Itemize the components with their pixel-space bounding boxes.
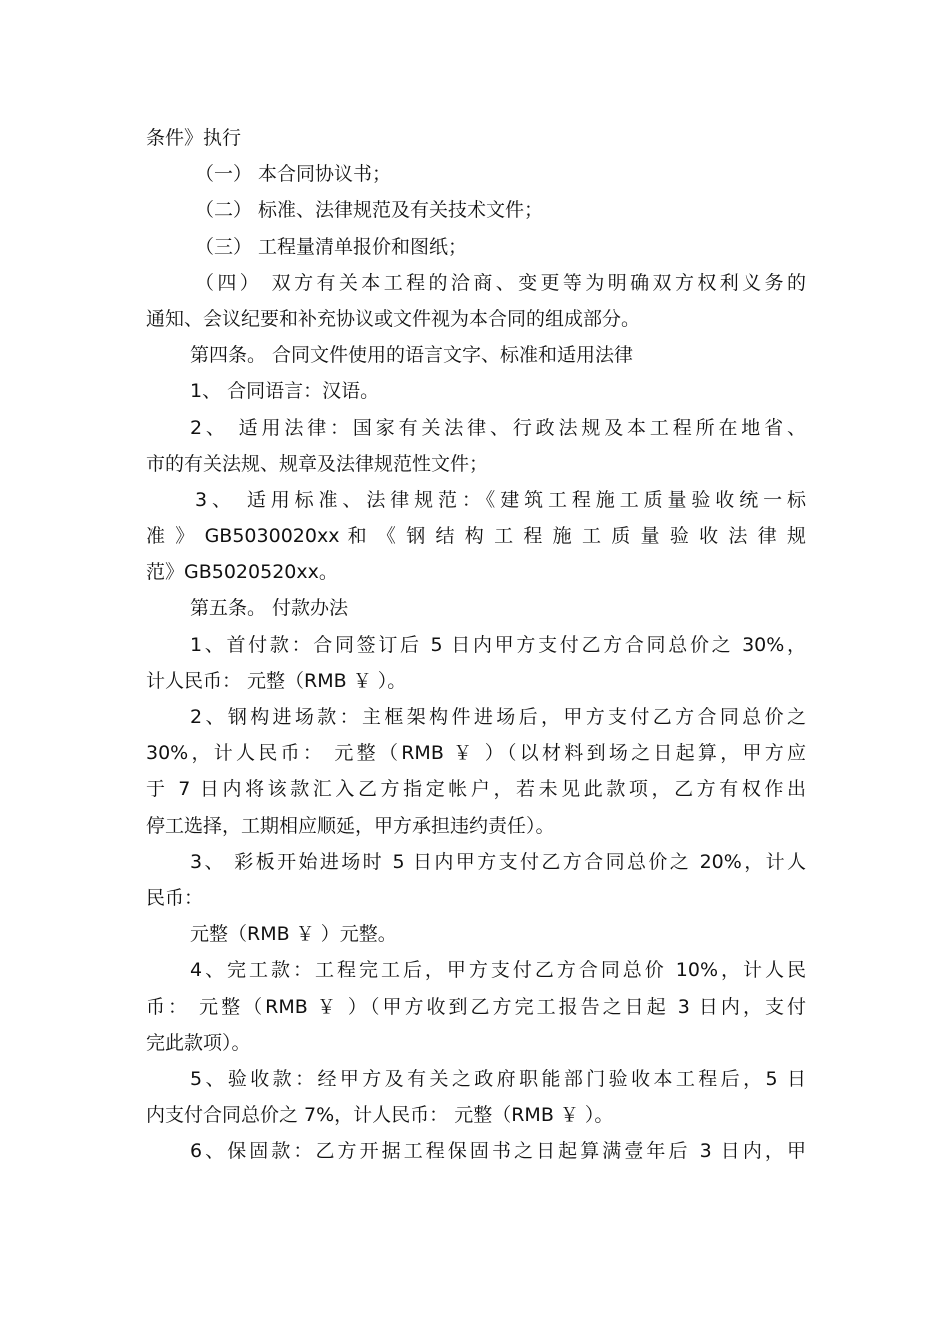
text-line: 通知、会议纪要和补充协议或文件视为本合同的组成部分。 [146, 307, 641, 330]
text-line: 准 》 GB5030020xx 和 《 钢 结 构 工 程 施 工 质 量 验 收 法 律 规 [146, 525, 806, 548]
text-line: 计人民币： 元整（RMB ￥ ）。 [146, 669, 407, 692]
text-line: 内支付合同总价之 7%，计人民币： 元整（RMB ￥ ）。 [146, 1104, 614, 1127]
text-line: 2、 适用法律：国家有关法律、行政法规及本工程所在地省、 [190, 416, 806, 439]
text-line: 完此款项）。 [146, 1031, 251, 1054]
text-line: 1、首付款：合同签订后 5 日内甲方支付乙方合同总价之 30%， [190, 633, 806, 656]
text-line: 4、完工款：工程完工后，甲方支付乙方合同总价 10%，计人民 [190, 959, 806, 982]
text-line: 5、验收款：经甲方及有关之政府职能部门验收本工程后，5 日 [190, 1067, 806, 1090]
text-line: 6、保固款：乙方开据工程保固书之日起算满壹年后 3 日内，甲 [190, 1140, 806, 1163]
text-line: 第五条。 付款办法 [190, 597, 349, 620]
text-line: 3、 适用标准、法律规范：《建筑工程施工质量验收统一标 [195, 488, 806, 511]
text-line: 民币： [146, 886, 204, 909]
text-line: 于 7 日内将该款汇入乙方指定帐户，若未见此款项，乙方有权作出 [146, 778, 806, 801]
text-line: 范》GB5020520xx。 [146, 561, 338, 584]
text-line: 停工选择，工期相应顺延，甲方承担违约责任）。 [146, 814, 555, 837]
text-line: （四） 双方有关本工程的洽商、变更等为明确双方权利义务的 [195, 271, 806, 294]
text-line: 币： 元整（RMB ￥ ）（甲方收到乙方完工报告之日起 3 日内，支付 [146, 995, 806, 1018]
document-body [146, 120, 806, 1169]
text-line: 30%，计人民币： 元整（RMB ￥ ）（以材料到场之日起算，甲方应 [146, 742, 806, 765]
text-line: （一） 本合同协议书； [195, 163, 392, 186]
text-line: 元整（RMB ￥ ）元整。 [190, 923, 397, 946]
text-line: 市的有关法规、规章及法律规范性文件； [146, 452, 489, 475]
text-line: 1、 合同语言：汉语。 [190, 380, 380, 403]
text-line: （二） 标准、法律规范及有关技术文件； [195, 199, 544, 222]
text-line: 2、钢构进场款：主框架构件进场后，甲方支付乙方合同总价之 [190, 706, 806, 728]
text-line: 第四条。 合同文件使用的语言文字、标准和适用法律 [190, 344, 634, 367]
text-line: 3、 彩板开始进场时 5 日内甲方支付乙方合同总价之 20%，计人 [190, 850, 806, 873]
text-line: 条件》执行 [146, 127, 242, 149]
text-line: （三） 工程量清单报价和图纸； [195, 235, 468, 258]
